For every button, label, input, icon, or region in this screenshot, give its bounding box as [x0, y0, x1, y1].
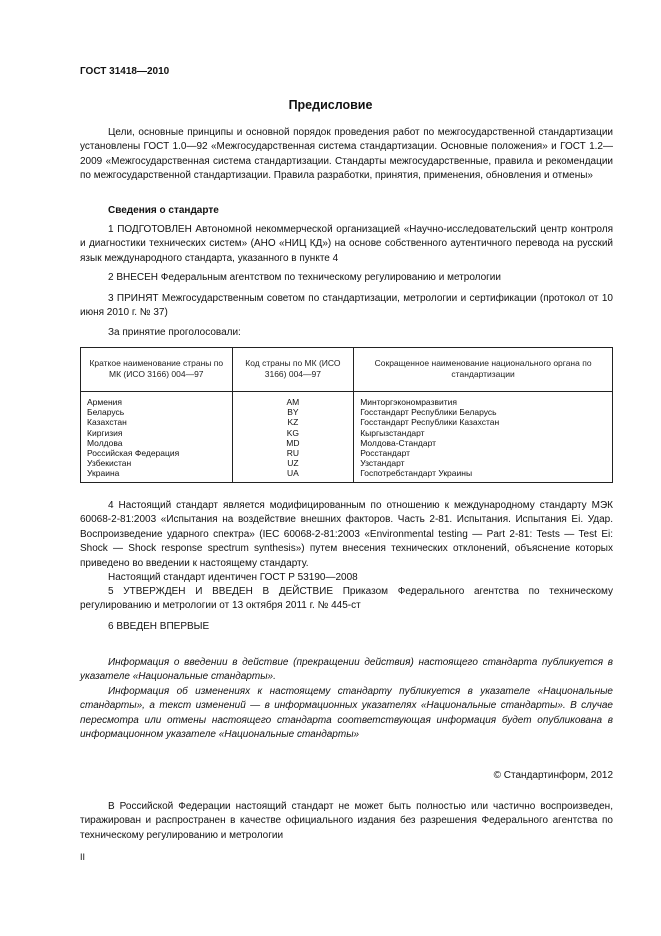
copyright-line: © Стандартинформ, 2012: [493, 770, 613, 781]
table-row: [81, 397, 613, 407]
item2-block: [80, 271, 613, 285]
table-row: [81, 417, 613, 427]
table-header-organization: Сокращенное наименование национального органа по стандартизации: [354, 348, 613, 392]
item2-paragraph: 2 ВНЕСЕН Федеральным агентством по техническому регулированию и метрологии: [108, 272, 501, 283]
country-cell: Украина: [87, 468, 120, 479]
table-row: [81, 458, 613, 468]
code-cell: RU: [232, 448, 354, 458]
intro-paragraph: Цели, основные принципы и основной порядок проведения работ по межгосударственной стандартизации установлены ГОСТ 1.0—92 «Межгосударственная система стандартизации. Основные положения» и ГОСТ 1.2—2009 «Межгосударственная система стандартизации. Стандарты межгосударственные, правила и рекомендации по межгосударственной стандартизации. Правила разработки, принятия, применения, обновления и отмены»: [80, 127, 613, 182]
item4-identity-note: Настоящий стандарт идентичен ГОСТ Р 53190—2008: [108, 572, 358, 584]
country-cell: Киргизия: [87, 427, 123, 438]
organization-cell: Узстандарт: [354, 458, 613, 468]
document-code-header: ГОСТ 31418—2010: [80, 66, 170, 77]
item4-block: [80, 499, 613, 585]
page-number: II: [80, 852, 86, 862]
organization-cell: Госпотребстандарт Украины: [354, 468, 613, 482]
legal-block: [80, 800, 613, 843]
country-cell: Узбекистан: [87, 458, 132, 469]
code-cell: KG: [232, 428, 354, 438]
table-row: [81, 428, 613, 438]
voted-label-block: [80, 326, 613, 340]
country-cell: Российская Федерация: [87, 448, 180, 459]
table-header-code: Код страны по МК (ИСО 3166) 004—97: [232, 348, 354, 392]
item3-block: [80, 292, 613, 321]
table-row: [81, 468, 613, 482]
item5-paragraph: 5 УТВЕРЖДЕН И ВВЕДЕН В ДЕЙСТВИЕ Приказом Федерального агентства по техническому регулированию и метрологии от 13 октября 2011 г. № 445-ст: [80, 586, 613, 612]
table-row: [81, 438, 613, 448]
table-header-country: Краткое наименование страны по МК (ИСО 3166) 004—97: [81, 348, 233, 392]
item3-paragraph: 3 ПРИНЯТ Межгосударственным советом по стандартизации, метрологии и сертификации (протокол от 10 июня 2010 г. № 37): [80, 293, 613, 319]
preface-title: Предисловие: [288, 98, 373, 112]
code-cell: KZ: [232, 417, 354, 427]
country-cell: Армения: [87, 397, 123, 407]
organization-cell: Росстандарт: [354, 448, 613, 458]
code-cell: UA: [232, 468, 354, 482]
voting-table: [80, 347, 613, 483]
item1-block: [80, 223, 613, 266]
table-row: [81, 448, 613, 458]
item6-block: [80, 620, 613, 634]
code-cell: MD: [232, 438, 354, 448]
table-header-row: [81, 348, 613, 392]
table-row: [81, 407, 613, 417]
country-cell: Беларусь: [87, 407, 125, 418]
info-heading: Сведения о стандарте: [108, 205, 219, 216]
notice-block: [80, 656, 613, 742]
organization-cell: Минторгэкономразвития: [354, 397, 613, 407]
country-cell: Казахстан: [87, 417, 127, 428]
code-cell: BY: [232, 407, 354, 417]
item5-block: [80, 585, 613, 614]
info-heading-block: [80, 204, 613, 218]
organization-cell: Госстандарт Республики Казахстан: [354, 417, 613, 427]
code-cell: UZ: [232, 458, 354, 468]
code-cell: AM: [232, 397, 354, 407]
country-cell: Молдова: [87, 437, 123, 448]
notice-paragraph-2: Информация об изменениях к настоящему стандарту публикуется в указателе «Национальные стандарты», а текст изменений — в информационных указателях «Национальные стандарты». В случае пересмотра или отмены настоящего стандарта соответствующая информация будет опубликована в информационном указателе «Национальные стандарты»: [80, 685, 613, 741]
legal-paragraph: В Российской Федерации настоящий стандарт не может быть полностью или частично воспроизведен, тиражирован и распространен в качестве официального издания без разрешения Федерального агентства по техническому регулированию и метрологии: [80, 801, 613, 841]
voted-label: За принятие проголосовали:: [108, 327, 241, 338]
item6-paragraph: 6 ВВЕДЕН ВПЕРВЫЕ: [108, 621, 210, 632]
organization-cell: Кыргызстандарт: [354, 428, 613, 438]
organization-cell: Молдова-Стандарт: [354, 438, 613, 448]
notice-paragraph-1: Информация о введении в действие (прекращении действия) настоящего стандарта публикуется в указателе «Национальные стандарты».: [80, 657, 613, 683]
item4-paragraph: 4 Настоящий стандарт является модифицированным по отношению к международному стандарту МЭК 60068-2-81:2003 «Испытания на воздействие внешних факторов. Часть 2-81. Испытания. Испытания Ei. Удар. Воспроизведение ударного спектра» (IEC 60068-2-81:2003 «Environmental testing — Part 2-81: Tests — Test Ei: Shock — Shock response spectrum synthesis») путем внесения технических отклонений, объяснение которых приведено во введении к настоящему стандарту.: [80, 500, 613, 569]
organization-cell: Госстандарт Республики Беларусь: [354, 407, 613, 417]
intro-block: [80, 126, 613, 184]
item1-paragraph: 1 ПОДГОТОВЛЕН Автономной некоммерческой организацией «Научно-исследовательский центр контроля и диагностики технических систем» (АНО «НИЦ КД») на основе собственного аутентичного перевода на русский язык международного стандарта, указанного в пункте 4: [80, 224, 613, 264]
